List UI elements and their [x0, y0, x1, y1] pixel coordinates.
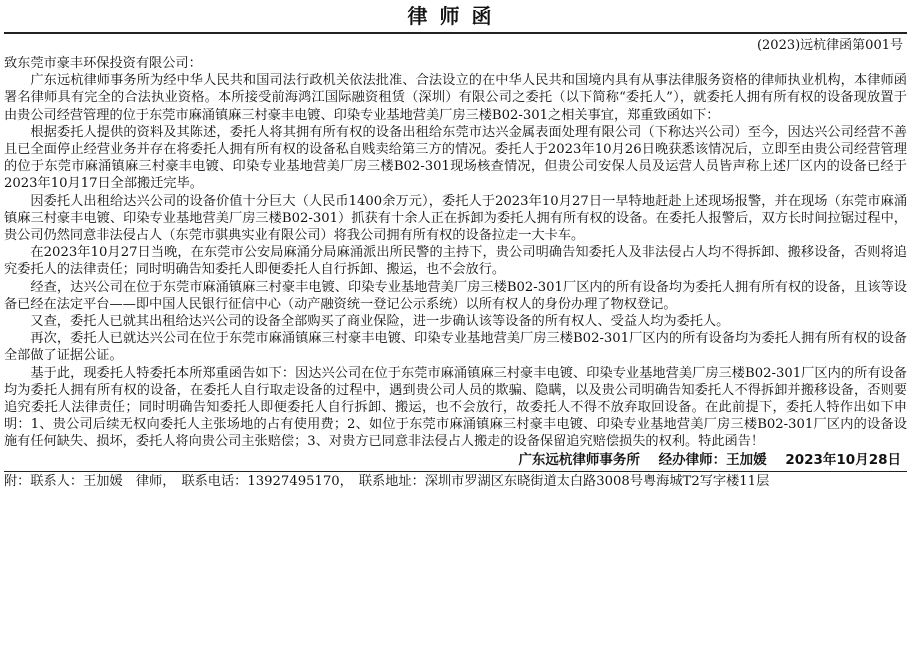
paragraph-intro: 广东远杭律师事务所为经中华人民共和国司法行政机关依法批准、合法设立的在中华人民共和国境内具有从事法律服务资格的律师执业机构，本律师函署名律师具有完全的合法执业资格。本所接受前海鸿江国际融资租赁（深圳）有限公司之委托（以下简称“委托人”），就委托人拥有所有权的设备现放置于由贵公司经营管理的位于东莞市麻涌镇麻三村豪丰电镀、印染专业基地营美厂房三楼B02-301之相关事宜，郑重致函如下： — [4, 73, 907, 123]
handling-lawyer: 经办律师：王加媛 — [658, 451, 767, 468]
contact-phone: 联系电话：13927495170， — [181, 473, 353, 489]
contact-address: 联系地址：深圳市罗湖区东晓街道太白路3008号粤海城T2写字楼11层 — [358, 473, 770, 489]
paragraph-declaration: 基于此，现委托人特委托本所郑重函告如下：因达兴公司在位于东莞市麻涌镇麻三村豪丰电镀、印染专业基地营美厂房三楼B02-301厂区内的所有设备均为委托人拥有所有权的设备，在委托人自行取走设备的过程中，遇到贵公司人员的欺骗、隐瞒，以及贵公司明确告知委托人不得拆卸并搬移设备，否则要追究委托人法律责任；同时明确告知委托人即便委托人自行拆卸、搬运，也不会放行，故委托人不得不放弃取回设备。在此前提下，委托人特作出如下申明：1、贵公司后续无权向委托人主张场地的占有使用费；2、如位于东莞市麻涌镇麻三村豪丰电镀、印染专业基地营美厂房三楼B02-301厂区内的设备设施有任何缺失、损坏，委托人将向贵公司主张赔偿；3、对贵方已同意非法侵占人搬走的设备保留追究赔偿损失的权利。特此函告！ — [4, 365, 907, 450]
letter-title: 律师函 — [407, 4, 504, 28]
letter-date: 2023年10月28日 — [785, 451, 901, 468]
footer-divider — [4, 471, 907, 472]
lawyer-letter — [4, 2, 907, 652]
contact-person: 附：联系人：王加媛 律师， — [4, 473, 176, 489]
letter-body — [4, 55, 907, 451]
signature-block — [4, 451, 907, 470]
reference-number: (2023)远杭律函第001号 — [756, 38, 903, 53]
paragraph-report: 因委托人出租给达兴公司的设备价值十分巨大（人民币1400余万元），委托人于2023年10月27日一早特地赶赴上述现场报警，并在现场（东莞市麻涌镇麻三村豪丰电镀、印染专业基地营美厂房三楼B02-301）抓获有十余人正在拆卸为委托人拥有所有权的设备。在委托人报警后，双方长时间拉锯过程中，贵公司仍然同意非法侵占人（东莞市骐典实业有限公司）将我公司拥有所有权的设备拉走一大卡车。 — [4, 193, 907, 244]
paragraph-facts: 根据委托人提供的资料及其陈述，委托人将其拥有所有权的设备出租给东莞市达兴金属表面处理有限公司（下称达兴公司）至今，因达兴公司经营不善且已全面停止经营业务并存在将委托人拥有所有权的设备私自贱卖给第三方的情况。委托人于2023年10月26日晚获悉该情况后，立即至由贵公司经营管理的位于东莞市麻涌镇麻三村豪丰电镀、印染专业基地营美厂房三楼B02-301现场核查情况，但贵公司安保人员及运营人员皆声称上述厂区内的设备已经于2023年10月17日全部搬迁完毕。 — [4, 124, 907, 192]
paragraph-insurance: 又查，委托人已就其出租给达兴公司的设备全部购买了商业保险，进一步确认该等设备的所有权人、受益人均为委托人。 — [30, 314, 730, 330]
paragraph-notarization: 再次，委托人已就达兴公司在位于东莞市麻涌镇麻三村豪丰电镀、印染专业基地营美厂房三楼B02-301厂区内的所有设备均为委托人拥有所有权的设备全部做了证据公证。 — [4, 331, 907, 364]
contact-footer — [4, 473, 907, 491]
title-divider — [4, 32, 907, 34]
law-firm-name: 广东远杭律师事务所 — [518, 451, 640, 468]
paragraph-registration: 经查，达兴公司在位于东莞市麻涌镇麻三村豪丰电镀、印染专业基地营美厂房三楼B02-301厂区内的所有设备均为委托人拥有所有权的设备，且该等设备已经在法定平台——即中国人民银行征信中心（动产融资统一登记公示系统）以所有权人的身份办理了物权登记。 — [4, 279, 907, 312]
salutation: 致东莞市豪丰环保投资有限公司： — [4, 56, 202, 71]
paragraph-police: 在2023年10月27日当晚，在东莞市公安局麻涌分局麻涌派出所民警的主持下，贵公司明确告知委托人及非法侵占人均不得拆卸、搬移设备，否则将追究委托人的法律责任；同时明确告知委托人即便委托人自行拆卸、搬运，也不会放行。 — [4, 245, 907, 278]
